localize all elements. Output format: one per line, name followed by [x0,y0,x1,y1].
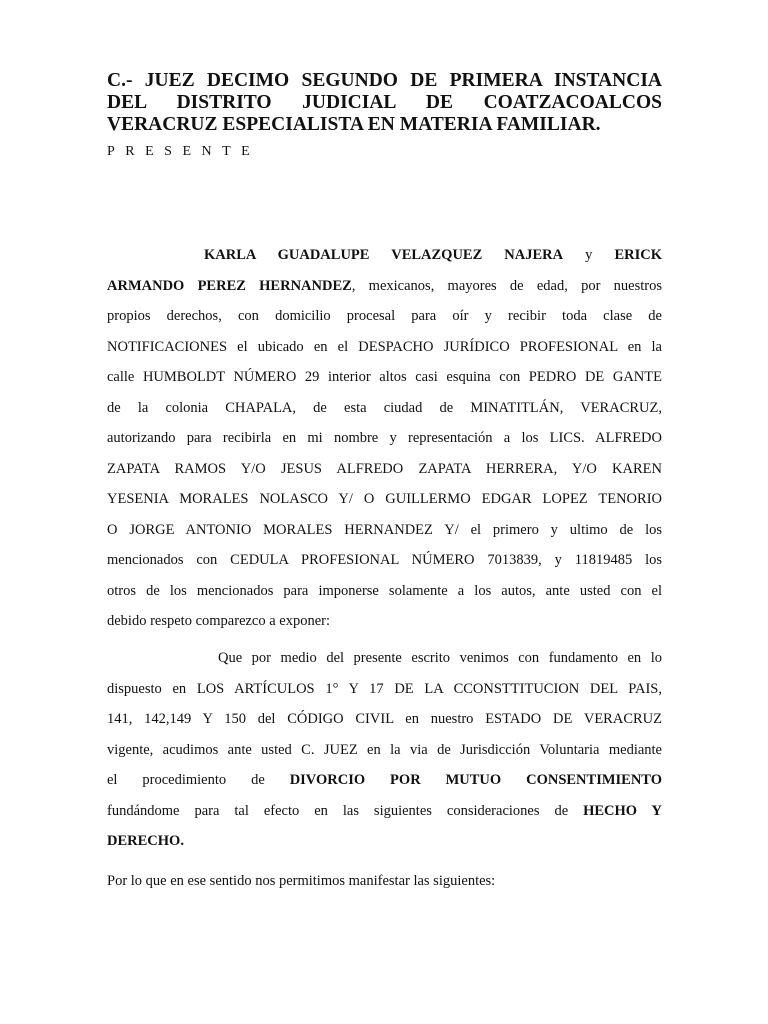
text-line: DERECHO. [107,833,184,849]
presente-label: PRESENTE [107,144,261,159]
text-line: fundándome para tal efecto en las siguientes consideraciones de HECHO Y [107,802,662,819]
text-line: Que por medio del presente escrito venimos con fundamento en lo [218,650,662,666]
header-line: DEL DISTRITO JUDICIAL DE COATZACOALCOS [107,92,662,113]
text-line: autorizando para recibirla en mi nombre y representación a los LICS. ALFREDO [107,430,662,446]
intro-paragraph [107,240,662,637]
text-line: de la colonia CHAPALA, de esta ciudad de MINATITLÁN, VERACRUZ, [107,399,662,416]
text-line: vigente, acudimos ante usted C. JUEZ en la via de Jurisdicción Voluntaria mediante [107,741,662,758]
header-line: VERACRUZ ESPECIALISTA EN MATERIA FAMILIAR. [107,114,601,135]
text-line: O JORGE ANTONIO MORALES HERNANDEZ Y/ el primero y ultimo de los [107,521,662,538]
text-line: YESENIA MORALES NOLASCO Y/ O GUILLERMO EDGAR LOPEZ TENORIO [107,491,662,507]
text-line: mencionados con CEDULA PROFESIONAL NÚMERO 7013839, y 11819485 los [107,552,662,568]
petitioner-name: KARLA GUADALUPE VELAZQUEZ NAJERA [204,247,564,263]
text-line: debido respeto comparezco a exponer: [107,613,331,629]
emphasis-text: HECHO Y [583,802,662,819]
text-line: otros de los mencionados para imponerse solamente a los autos, ante usted con el [107,582,662,599]
text-line: KARLA GUADALUPE VELAZQUEZ NAJERA y ERICK [204,247,663,263]
text-line: ARMANDO PEREZ HERNANDEZ, mexicanos, mayores de edad, por nuestros [107,277,662,294]
text-line: dispuesto en LOS ARTÍCULOS 1° Y 17 DE LA CCONSTTITUCION DEL PAIS, [107,680,662,697]
header-line: C.- JUEZ DECIMO SEGUNDO DE PRIMERA INSTANCIA [107,70,662,91]
text-line: 141, 142,149 Y 150 del CÓDIGO CIVIL en nuestro ESTADO DE VERACRUZ [107,711,662,727]
text-line: el procedimiento de DIVORCIO POR MUTUO CONSENTIMIENTO [107,772,662,788]
petitioner-name: ERICK [614,247,663,263]
divorce-type: DIVORCIO POR MUTUO CONSENTIMIENTO [289,772,662,788]
text-line: calle HUMBOLDT NÚMERO 29 interior altos casi esquina con PEDRO DE GANTE [107,369,662,385]
legal-basis-paragraph [107,643,662,857]
text-line: propios derechos, con domicilio procesal para oír y recibir toda clase de [107,308,662,324]
petitioner-name: ARMANDO PEREZ HERNANDEZ [107,277,352,294]
text-line: Por lo que en ese sentido nos permitimos manifestar las siguientes: [107,873,496,889]
addressee-header [107,70,662,136]
closing-paragraph [107,866,662,897]
text-line: ZAPATA RAMOS Y/O JESUS ALFREDO ZAPATA HERRERA, Y/O KAREN [107,460,662,477]
text-line: NOTIFICACIONES el ubicado en el DESPACHO JURÍDICO PROFESIONAL en la [107,338,662,355]
